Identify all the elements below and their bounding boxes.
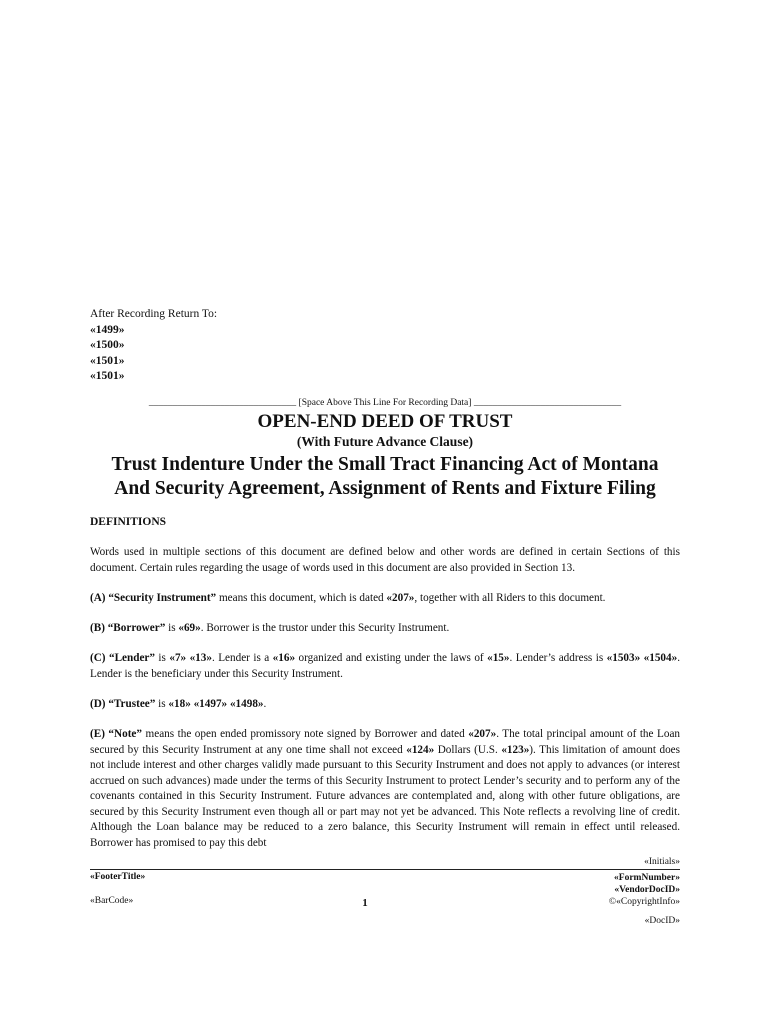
heading-line-2: And Security Agreement, Assignment of Rents and Fixture Filing <box>114 478 656 499</box>
document-subtitle: (With Future Advance Clause) <box>296 434 474 449</box>
document-title: OPEN-END DEED OF TRUST <box>257 411 513 432</box>
lender-state-field: «15» <box>487 652 510 664</box>
amount-number-field: «123» <box>501 743 530 756</box>
barcode-field: «BarCode» <box>90 896 134 906</box>
footer-title: «FooterTitle» <box>90 872 146 882</box>
footer-right-block <box>520 872 680 908</box>
definition-e-text: Dollars (U.S. <box>434 743 502 756</box>
return-address-block <box>90 307 217 385</box>
definitions-heading: DEFINITIONS <box>90 516 167 528</box>
definition-e-label: (E) “Note” <box>90 728 142 740</box>
definition-e <box>90 727 680 851</box>
lender-type-field: «16» <box>272 652 296 664</box>
document-heading <box>80 453 690 501</box>
footer-rule <box>90 869 680 870</box>
definition-c-label: (C) “Lender” <box>90 652 155 664</box>
amount-words-field: «124» <box>406 743 435 756</box>
recording-space-line: _______________________________ [Space Above This Line For Recording Data] _______________________________ <box>148 398 622 408</box>
definition-c <box>90 651 680 682</box>
definition-e-text: ). This limitation of amount does not include interest and other charges validly made pursuant to this Security Instrument and does not apply to advances (or interest accrued on such advances) made under the terms of this Security Instrument to protect Lender’s security and to perform any of the covenants contained in this Security Instrument. Future advances are contemplated and, along with other future obligations, are secured by this Security Instrument even though all or part may not yet be advanced. This Note reflects a revolving line of credit. Although the Loan balance may be reduced to a zero balance, this Security Instrument will remain in effect until released. Borrower has promised to pay this debt <box>90 743 680 849</box>
definition-c-text: . Lender is the beneficiary under this Security Instrument. <box>90 652 681 680</box>
definition-b-text: . Borrower is the trustor under this Security Instrument. <box>200 622 450 634</box>
definition-c-text: . Lender’s address is <box>509 652 607 664</box>
copyright-info: ©«CopyrightInfo» <box>608 897 680 907</box>
definition-e-text: means the open ended promissory note signed by Borrower and dated <box>142 728 469 740</box>
definition-b-text: is <box>165 622 179 634</box>
definition-a <box>90 591 680 607</box>
definition-b <box>90 621 680 637</box>
return-label: After Recording Return To: <box>90 308 218 320</box>
definition-d-text: is <box>155 698 169 710</box>
definition-d <box>90 697 680 713</box>
definition-c-text: is <box>154 652 170 664</box>
definition-b-label: (B) “Borrower” <box>90 622 166 634</box>
initials-field: «Initials» <box>644 857 680 867</box>
definition-c-text: . Lender is a <box>211 652 273 664</box>
form-number: «FormNumber» <box>614 873 680 883</box>
vendor-doc-id: «VendorDocID» <box>614 885 680 895</box>
borrower-field: «69» <box>178 622 201 634</box>
definition-d-label: (D) “Trustee” <box>90 698 156 710</box>
definition-d-text: . <box>263 698 267 710</box>
return-line-3: «1501» <box>90 354 125 367</box>
return-line-2: «1500» <box>90 339 125 351</box>
trustee-field: «18» «1497» «1498» <box>168 698 264 710</box>
return-line-4: «1501» <box>90 370 125 382</box>
page-number: 1 <box>362 897 368 909</box>
definition-c-text: organized and existing under the laws of <box>295 652 488 664</box>
date-field: «207» <box>386 592 415 604</box>
definition-a-text: means this document, which is dated <box>216 592 387 604</box>
return-line-1: «1499» <box>90 323 125 336</box>
lender-address-field: «1503» «1504» <box>606 652 678 664</box>
doc-id: «DocID» <box>644 916 680 926</box>
heading-line-1: Trust Indenture Under the Small Tract Financing Act of Montana <box>111 454 659 475</box>
note-date-field: «207» <box>468 728 497 740</box>
definition-a-label: (A) “Security Instrument” <box>90 592 217 604</box>
definition-e-text: . The total principal amount of the Loan secured by this Security Instrument at any one time shall not exceed <box>90 728 681 756</box>
definition-a-text: , together with all Riders to this document. <box>414 592 606 604</box>
definitions-intro: Words used in multiple sections of this document are defined below and other words are defined in certain Sections of this document. Certain rules regarding the usage of words used in this document are also provided in Section 13. <box>90 546 680 574</box>
lender-name-field: «7» «13» <box>169 652 212 664</box>
